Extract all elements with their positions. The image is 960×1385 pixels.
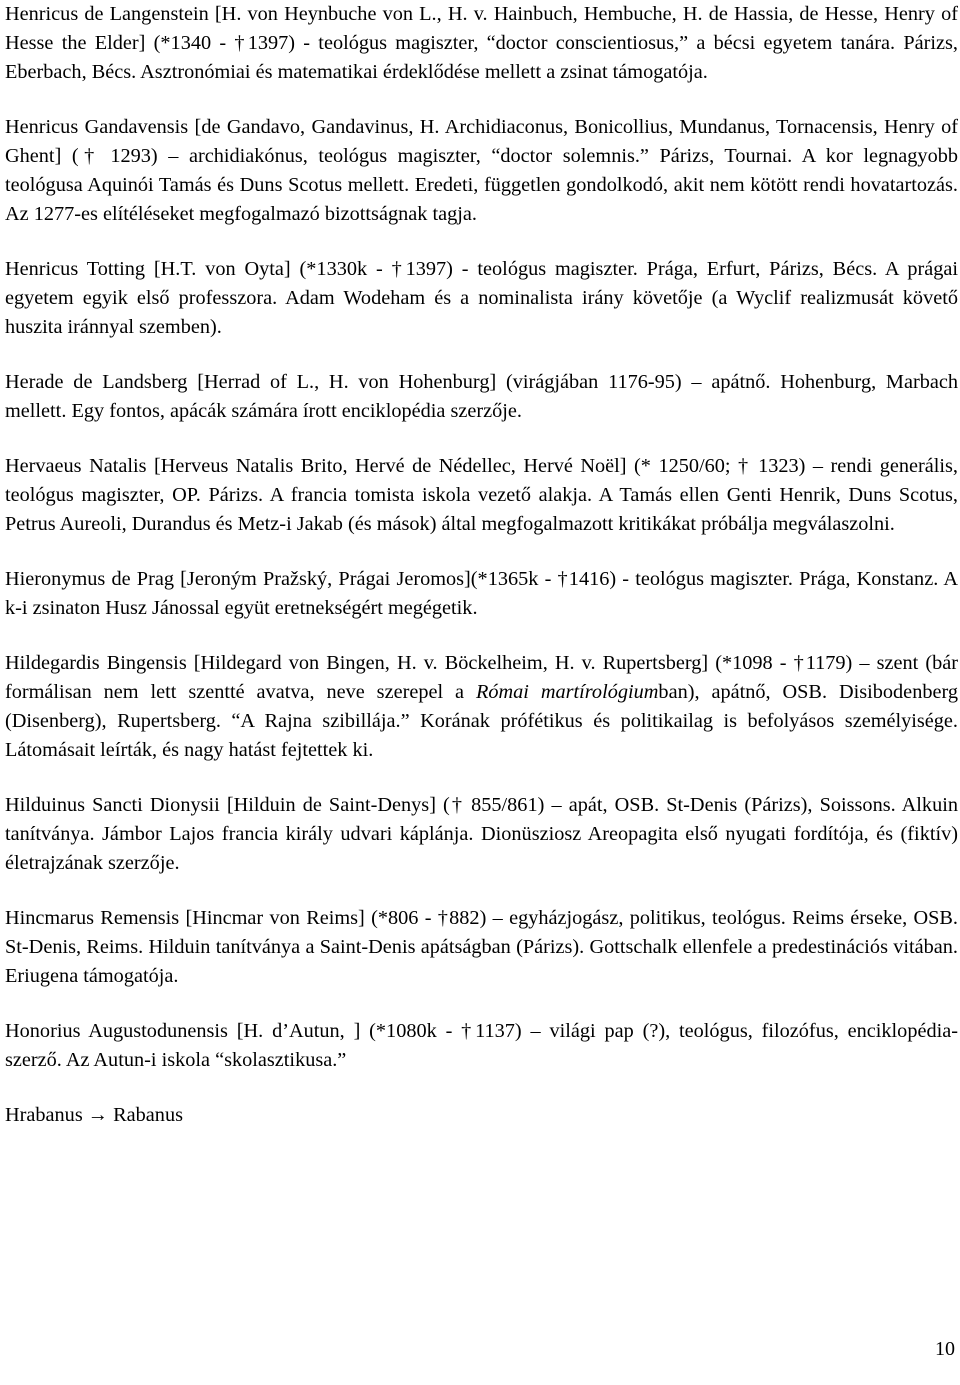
entry-hildegardis-bingensis [5,649,958,765]
entry-text: Herade de Landsberg [Herrad of L., H. von Hohenburg] (virágjában 1176-95) – apátnő. Hohenburg, Marbach mellett. Egy fontos, apácák számára írott enciklopédia szerzője. [5,371,958,422]
entry-text: Hervaeus Natalis [Herveus Natalis Brito, Hervé de Nédellec, Hervé Noël] (* 1250/60; † 1323) – rendi generális, teológus magiszter, OP. Párizs. A francia tomista iskola vezető alakja. A Tamás ellen Genti Henrik, Duns Scotus, Petrus Aureoli, Durandus és Metz-i Jakab (és mások) által megfogalmazott kritikákat próbálja megválaszolni. [5,455,958,535]
entry-text: Henricus Totting [H.T. von Oyta] (*1330k - †1397) - teológus magiszter. Prága, Erfurt, Párizs, Bécs. A prágai egyetem egyik első professzora. Adam Wodeham és a nominalista irány követője (a Wyclif realizmusát követő huszita iránnyal szemben). [5,258,958,338]
entry-hrabanus [5,1101,958,1130]
entry-text: Hieronymus de Prag [Jeroným Pražský, Prágai Jeromos](*1365k - †1416) - teológus magiszter. Prága, Konstanz. A k-i zsinaton Husz Jánossal együt eretnekségért megégetik. [5,568,958,619]
entry-hieronymus-de-prag [5,565,958,623]
entry-hincmarus-remensis [5,904,958,991]
italic-title: Római martírológium [475,681,659,703]
entry-text: Honorius Augustodunensis [H. d’Autun, ] (*1080k - †1137) – világi pap (?), teológus, filozófus, enciklopédia-szerző. Az Autun-i iskola “skolasztikusa.” [5,1020,958,1071]
entry-text: Hildegardis Bingensis [Hildegard von Bingen, H. v. Böckelheim, H. v. Rupertsberg] (*1098 - †1179) – szent (bár formálisan nem lett szentté avatva, neve szerepel a [5,652,958,703]
entry-text: Henricus Gandavensis [de Gandavo, Gandavinus, H. Archidiaconus, Bonicollius, Mundanus, Tornacensis, Henry of Ghent] († 1293) – archidiakónus, teológus magiszter, “doctor solemnis.” Párizs, Tournai. A kor legnagyobb teológusa Aquinói Tamás és Duns Scotus mellett. Eredeti, független gondolkodó, akit nem kötött rendi hovatartozás. Az 1277-es elítéléseket megfogalmazó bizottságnak tagja. [5,116,958,225]
entry-henricus-totting [5,255,958,342]
entry-herade-de-landsberg [5,368,958,426]
entry-honorius-augustodunensis [5,1017,958,1075]
entry-text: Henricus de Langenstein [H. von Heynbuche von L., H. v. Hainbuch, Hembuche, H. de Hassia, de Hesse, Henry of Hesse the Elder] (*1340 - †1397) - teológus magiszter, “doctor conscientiosus,” a bécsi egyetem tanára. Párizs, Eberbach, Bécs. Asztronómiai és matematikai érdeklődése mellett a zsinat támogatója. [5,3,958,83]
entry-hervaeus-natalis [5,452,958,539]
entry-text: Hrabanus → Rabanus [5,1104,183,1126]
entry-hilduinus [5,791,958,878]
entry-henricus-de-langenstein [5,0,958,87]
entry-henricus-gandavensis [5,113,958,229]
document-page [5,0,958,1156]
entry-text: Hincmarus Remensis [Hincmar von Reims] (*806 - †882) – egyházjogász, politikus, teológus. Reims érseke, OSB. St-Denis, Reims. Hilduin tanítványa a Saint-Denis apátságban (Párizs). Gottschalk ellenfele a predestinációs vitában. Eriugena támogatója. [5,907,958,987]
entry-text-continued: ban), apátnő, OSB. Disibodenberg (Disenberg), Rupertsberg. “A Rajna szibillája.” Korának prófétikus és politikailag is befolyásos személyisége. Látomásait leírták, és nagy hatást fejtettek ki. [5,681,959,761]
entry-text: Hilduinus Sancti Dionysii [Hilduin de Saint-Denys] († 855/861) – apát, OSB. St-Denis (Párizs), Soissons. Alkuin tanítványa. Jámbor Lajos francia király udvari káplánja. Dionüsziosz Areopagita első nyugati fordítója, és (fiktív) életrajzának szerzője. [5,794,958,874]
page-number: 10 [935,1338,955,1360]
